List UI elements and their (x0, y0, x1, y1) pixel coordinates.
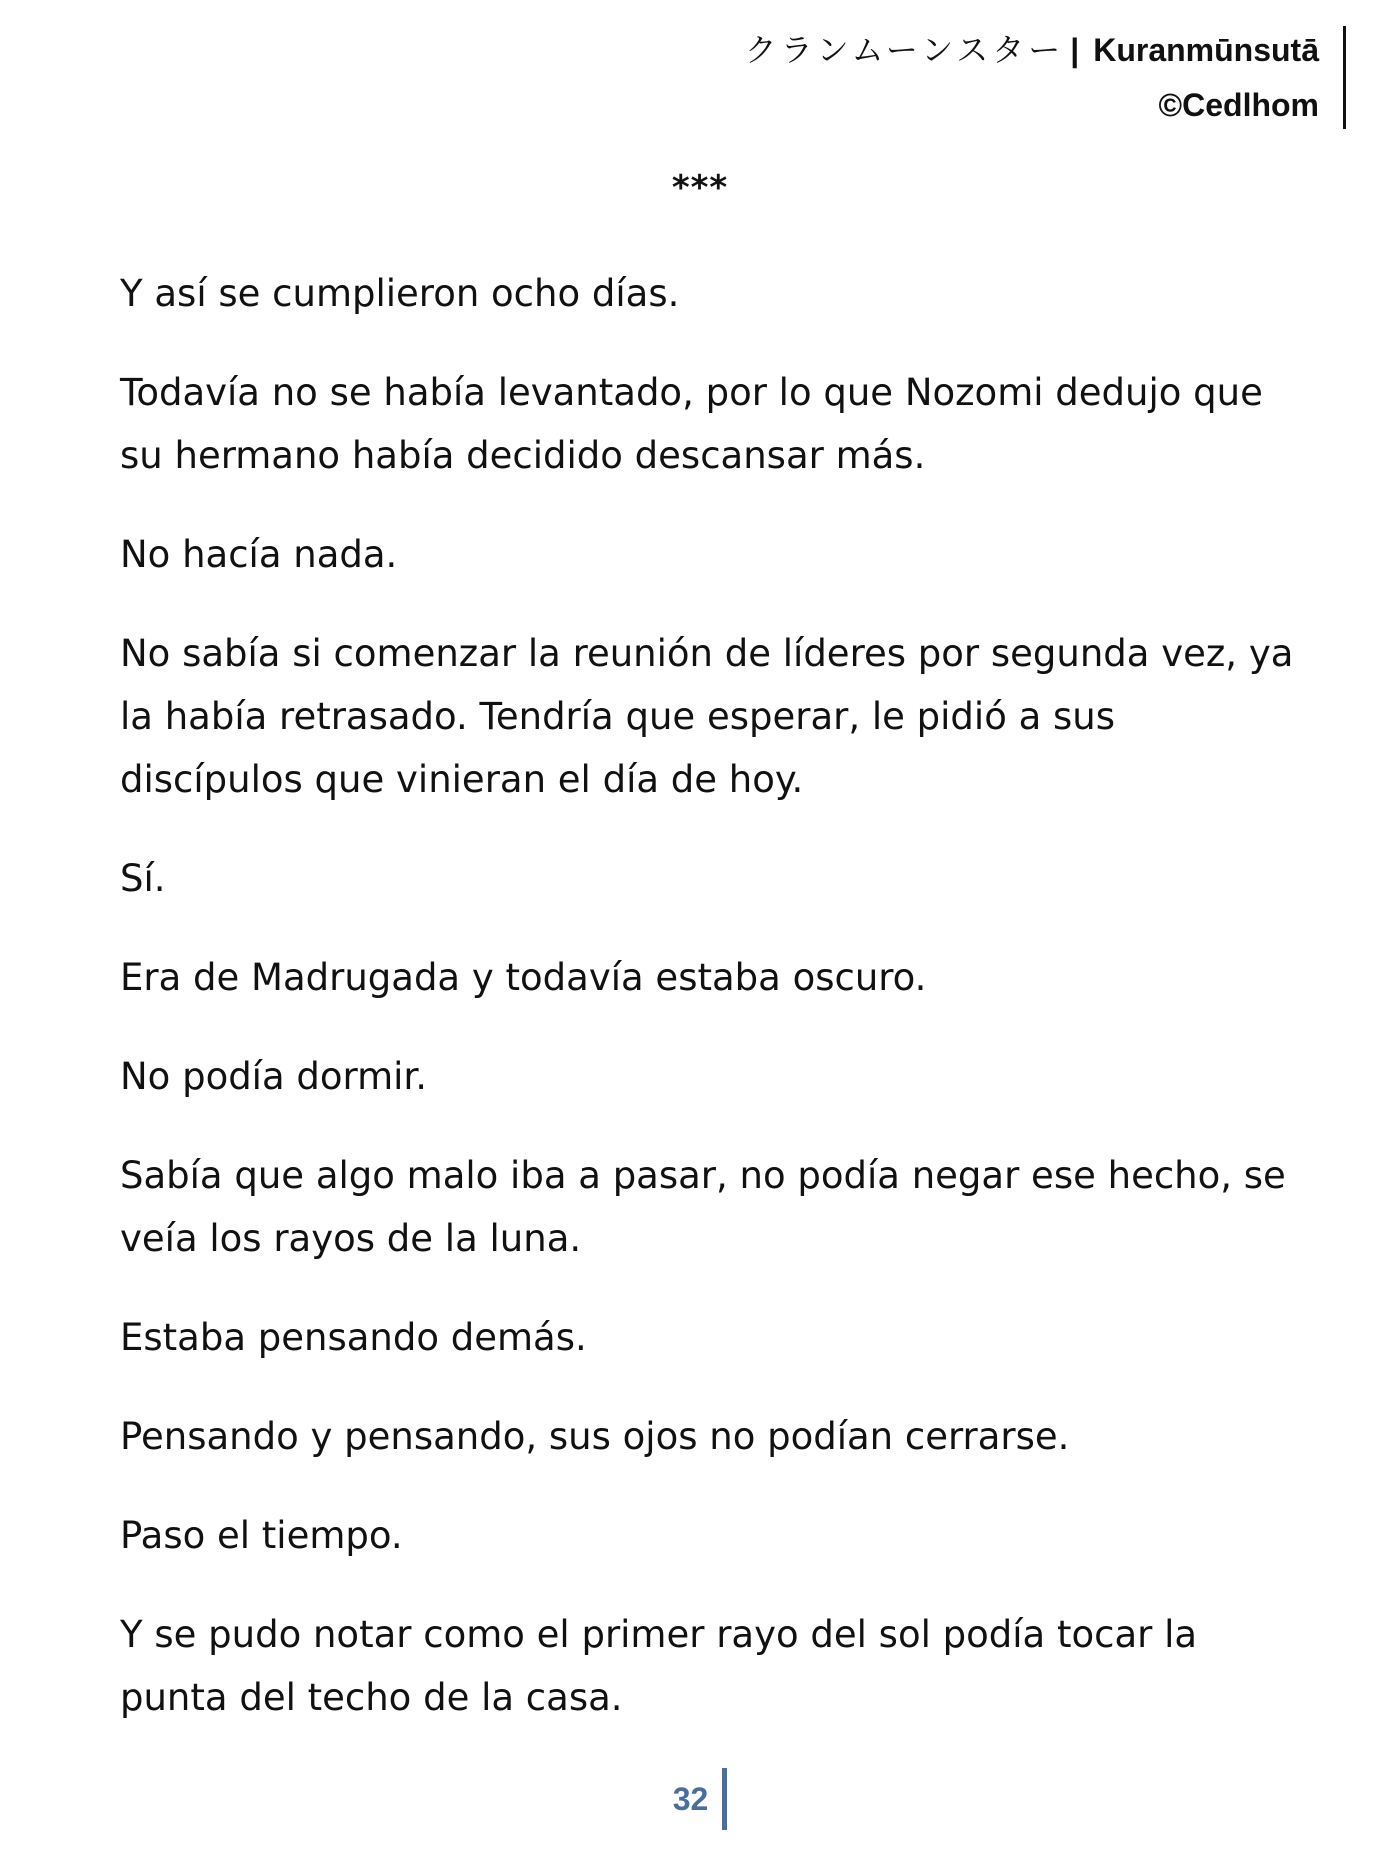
paragraph: Pensando y pensando, sus ojos no podían cerrarse. (120, 1415, 1070, 1458)
header-title-line (619, 26, 1319, 81)
header-separator: | (1070, 32, 1080, 68)
body-text (120, 262, 1300, 1765)
paragraph: Sí. (120, 857, 166, 900)
romaji-title: Kuranmūnsutā (1093, 32, 1319, 68)
japanese-title: クランムーンスター (744, 31, 1065, 69)
paragraph: Paso el tiempo. (120, 1514, 403, 1557)
page-footer (0, 1768, 1400, 1830)
section-break: *** (671, 168, 729, 208)
page-header (619, 26, 1346, 129)
paragraph: No sabía si comenzar la reunión de líderes por segunda vez, ya la había retrasado. Tendría que esperar, le pidió a sus discípulos que vinieran el día de hoy. (120, 632, 1294, 801)
paragraph: Sabía que algo malo iba a pasar, no podía negar ese hecho, se veía los rayos de la luna. (120, 1154, 1286, 1260)
paragraph: No hacía nada. (120, 533, 398, 576)
paragraph: Y así se cumplieron ocho días. (120, 272, 680, 315)
copyright-notice: ©Cedlhom (1158, 87, 1319, 123)
paragraph: Y se pudo notar como el primer rayo del sol podía tocar la punta del techo de la casa. (120, 1613, 1198, 1719)
paragraph: Estaba pensando demás. (120, 1316, 587, 1359)
paragraph: Era de Madrugada y todavía estaba oscuro. (120, 956, 927, 999)
paragraph: Todavía no se había levantado, por lo que Nozomi dedujo que su hermano había decidido descansar más. (120, 371, 1263, 477)
paragraph: No podía dormir. (120, 1055, 427, 1098)
page-number: 32 (673, 1768, 728, 1830)
